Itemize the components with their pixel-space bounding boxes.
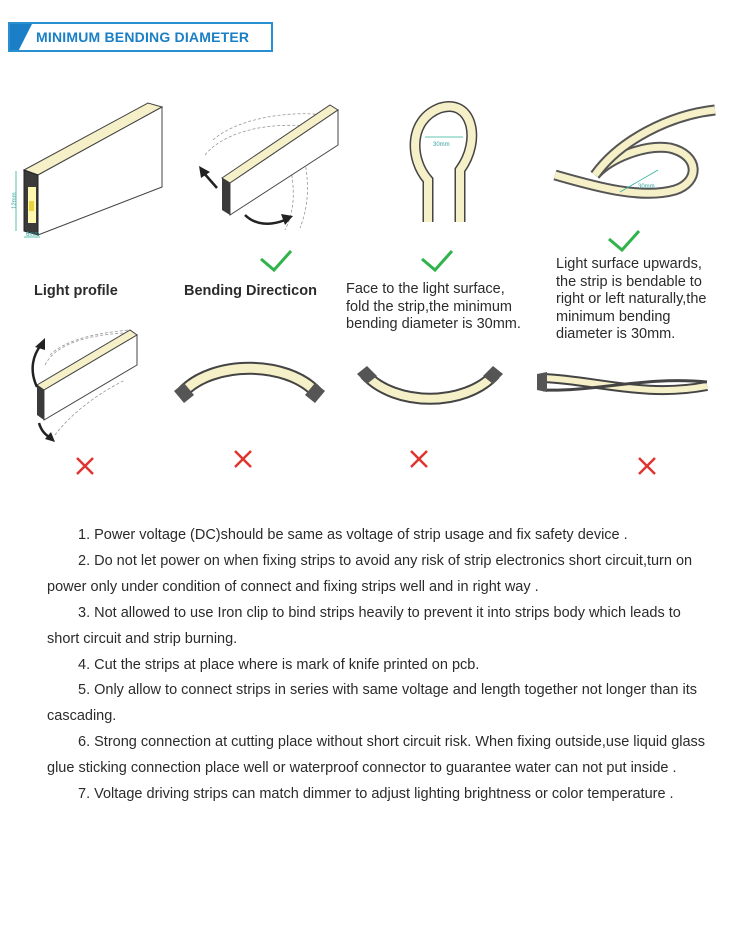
section-header <box>8 22 273 52</box>
note-item: 6. Strong connection at cutting place without short circuit risk. When fixing outside,use liquid glass glue sticking connection place well or waterproof connector to guarantee water can not put inside . <box>47 734 706 777</box>
light-profile-figure <box>8 95 163 245</box>
bending-check-icon <box>258 248 294 274</box>
wrong-twist-figure <box>535 368 715 404</box>
fold-check-icon <box>419 248 455 274</box>
upwards-note: Light surface upwards, the strip is bendable to right or left naturally,the minimum bending diameter is 30mm. <box>556 256 707 342</box>
note-item: 2. Do not let power on when fixing strips to avoid any risk of strip electronics short circuit,turn on power only under condition of connect and fixing strips well and in right way . <box>47 552 693 595</box>
section-title: MINIMUM BENDING DIAMETER <box>36 29 250 45</box>
wrong-arc-up-cross-icon <box>232 448 254 470</box>
instruction-notes <box>47 523 707 808</box>
note-item: 7. Voltage driving strips can match dimmer to adjust lighting brightness or color temperature . <box>78 786 674 803</box>
light-profile-label: Light profile <box>34 283 118 299</box>
header-accent-bar <box>10 24 32 50</box>
wrong-twist-cross-icon <box>636 455 658 477</box>
wrong-side-bend-figure <box>25 325 145 450</box>
note-item: 3. Not allowed to use Iron clip to bind strips heavily to prevent it into strips body which leads to short circuit and strip burning. <box>47 604 681 647</box>
fold-loop-figure <box>400 100 490 225</box>
bending-direction-label: Bending Directicon <box>184 283 317 299</box>
wrong-side-cross-icon <box>74 455 96 477</box>
note-item: 4. Cut the strips at place where is mark of knife printed on pcb. <box>78 656 480 673</box>
fold-note: Face to the light surface, fold the strip,the minimum bending diameter is 30mm. <box>346 281 521 332</box>
note-item: 5. Only allow to connect strips in series with same voltage and length together not longer than its cascading. <box>47 682 698 725</box>
upwards-check-icon <box>606 228 642 254</box>
note-item: 1. Power voltage (DC)should be same as voltage of strip usage and fix safety device . <box>78 527 628 543</box>
fold-dim: 30mm <box>433 142 450 148</box>
wrong-arc-down-cross-icon <box>408 448 430 470</box>
profile-height-dim: 12mm <box>12 192 18 209</box>
profile-width-dim: 6mm <box>26 232 40 238</box>
wrong-arc-up-figure <box>172 355 327 410</box>
upwards-dim: 30mm <box>638 184 655 190</box>
bending-direction-figure <box>195 100 345 230</box>
upwards-bend-figure <box>550 100 720 210</box>
wrong-arc-down-figure <box>355 362 505 412</box>
